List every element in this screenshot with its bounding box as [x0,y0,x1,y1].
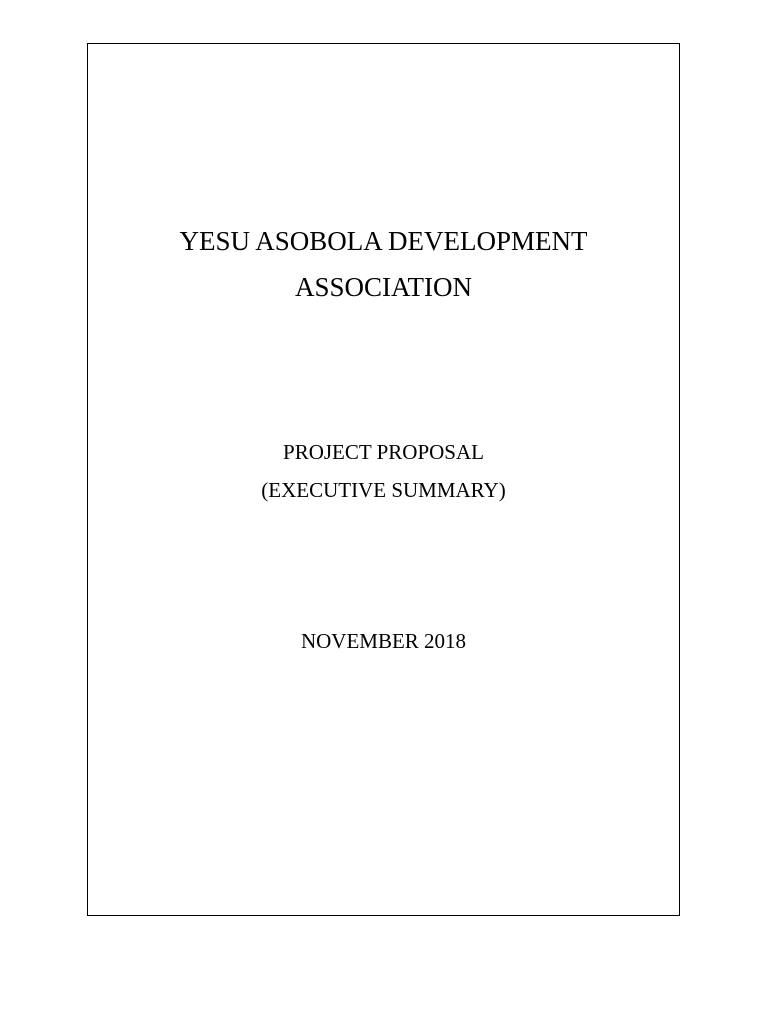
document-type: PROJECT PROPOSAL [283,440,484,464]
document-subtype: (EXECUTIVE SUMMARY) [261,478,506,502]
document-date: NOVEMBER 2018 [300,629,467,653]
organization-name-line-2: ASSOCIATION [294,272,473,302]
cover-page-border [87,43,680,916]
organization-name-line-1: YESU ASOBOLA DEVELOPMENT [179,226,588,256]
